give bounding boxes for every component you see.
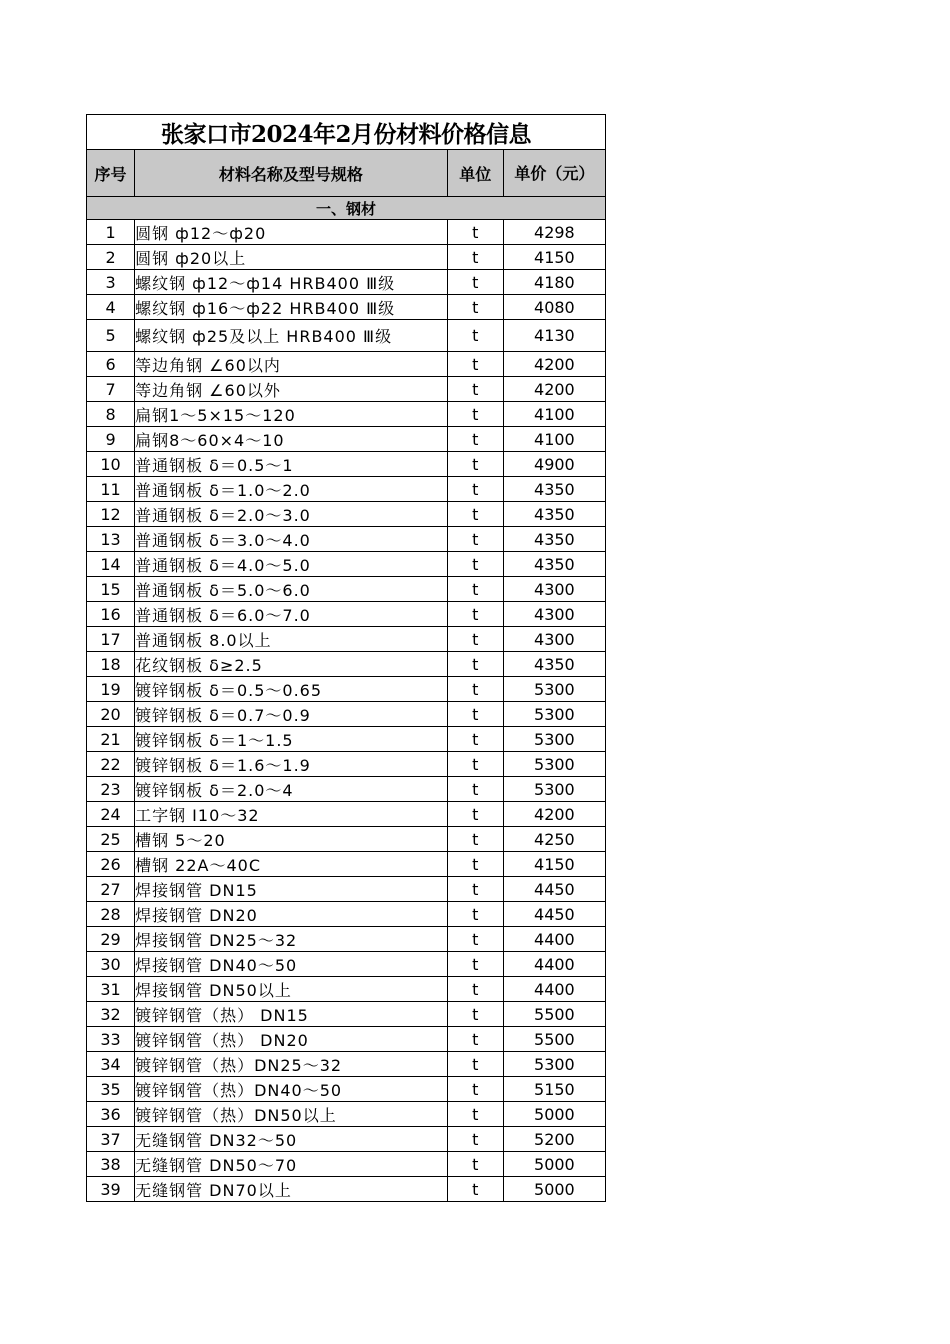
cell-name: 镀锌钢板 δ＝0.5～0.65 (135, 677, 448, 702)
cell-unit: t (447, 902, 503, 927)
cell-no: 36 (87, 1102, 135, 1127)
section-title: 一、钢材 (87, 197, 606, 220)
cell-price: 4350 (503, 477, 605, 502)
table-row (87, 245, 606, 270)
cell-name: 镀锌钢板 δ＝1～1.5 (135, 727, 448, 752)
cell-no: 22 (87, 752, 135, 777)
cell-price: 4300 (503, 602, 605, 627)
cell-name: 普通钢板 δ＝3.0～4.0 (135, 527, 448, 552)
table-row (87, 777, 606, 802)
cell-price: 5500 (503, 1027, 605, 1052)
cell-unit: t (447, 552, 503, 577)
cell-no: 21 (87, 727, 135, 752)
cell-unit: t (447, 702, 503, 727)
cell-name: 螺纹钢 ф12～ф14 HRB400 Ⅲ级 (135, 270, 448, 295)
cell-no: 31 (87, 977, 135, 1002)
cell-price: 5150 (503, 1077, 605, 1102)
cell-name: 镀锌钢管（热） DN15 (135, 1002, 448, 1027)
cell-price: 4180 (503, 270, 605, 295)
cell-name: 焊接钢管 DN20 (135, 902, 448, 927)
table-title: 张家口市2024年2月份材料价格信息 (87, 115, 606, 150)
cell-price: 4250 (503, 827, 605, 852)
cell-unit: t (447, 502, 503, 527)
cell-no: 9 (87, 427, 135, 452)
cell-unit: t (447, 1077, 503, 1102)
cell-no: 37 (87, 1127, 135, 1152)
cell-price: 4350 (503, 502, 605, 527)
table-row (87, 270, 606, 295)
cell-name: 扁钢8～60×4～10 (135, 427, 448, 452)
cell-price: 5300 (503, 752, 605, 777)
cell-name: 等边角钢 ∠60以内 (135, 352, 448, 377)
cell-no: 25 (87, 827, 135, 852)
cell-price: 4350 (503, 527, 605, 552)
table-row (87, 852, 606, 877)
cell-price: 4400 (503, 927, 605, 952)
cell-name: 无缝钢管 DN32～50 (135, 1127, 448, 1152)
table-row (87, 477, 606, 502)
cell-unit: t (447, 220, 503, 245)
cell-name: 普通钢板 δ＝4.0～5.0 (135, 552, 448, 577)
cell-unit: t (447, 1027, 503, 1052)
cell-price: 4450 (503, 902, 605, 927)
table-row (87, 377, 606, 402)
cell-unit: t (447, 352, 503, 377)
cell-no: 13 (87, 527, 135, 552)
cell-no: 19 (87, 677, 135, 702)
cell-unit: t (447, 827, 503, 852)
cell-name: 槽钢 5～20 (135, 827, 448, 852)
cell-price: 4200 (503, 802, 605, 827)
cell-price: 4298 (503, 220, 605, 245)
cell-no: 6 (87, 352, 135, 377)
table-row (87, 1027, 606, 1052)
cell-no: 4 (87, 295, 135, 320)
cell-unit: t (447, 1177, 503, 1202)
table-row (87, 602, 606, 627)
cell-name: 花纹钢板 δ≥2.5 (135, 652, 448, 677)
cell-price: 5000 (503, 1152, 605, 1177)
section-row (87, 197, 606, 220)
table-row (87, 1077, 606, 1102)
header-row (87, 150, 606, 197)
cell-unit: t (447, 1127, 503, 1152)
title-row (87, 115, 606, 150)
table-row (87, 677, 606, 702)
cell-name: 镀锌钢管（热）DN25～32 (135, 1052, 448, 1077)
cell-price: 5300 (503, 677, 605, 702)
cell-no: 12 (87, 502, 135, 527)
cell-name: 普通钢板 δ＝6.0～7.0 (135, 602, 448, 627)
table-row (87, 320, 606, 352)
cell-unit: t (447, 245, 503, 270)
cell-name: 普通钢板 δ＝5.0～6.0 (135, 577, 448, 602)
cell-name: 焊接钢管 DN15 (135, 877, 448, 902)
cell-no: 14 (87, 552, 135, 577)
cell-name: 槽钢 22A～40C (135, 852, 448, 877)
table-row (87, 652, 606, 677)
cell-unit: t (447, 777, 503, 802)
cell-no: 34 (87, 1052, 135, 1077)
cell-unit: t (447, 452, 503, 477)
table-row (87, 527, 606, 552)
cell-unit: t (447, 427, 503, 452)
cell-price: 4100 (503, 427, 605, 452)
cell-name: 等边角钢 ∠60以外 (135, 377, 448, 402)
cell-name: 焊接钢管 DN40～50 (135, 952, 448, 977)
cell-no: 3 (87, 270, 135, 295)
cell-unit: t (447, 627, 503, 652)
table-row (87, 952, 606, 977)
table-row (87, 727, 606, 752)
table-row (87, 752, 606, 777)
cell-name: 螺纹钢 ф16～ф22 HRB400 Ⅲ级 (135, 295, 448, 320)
cell-name: 螺纹钢 ф25及以上 HRB400 Ⅲ级 (135, 320, 448, 352)
cell-unit: t (447, 270, 503, 295)
cell-unit: t (447, 952, 503, 977)
cell-price: 5300 (503, 727, 605, 752)
table-row (87, 927, 606, 952)
cell-no: 2 (87, 245, 135, 270)
table-row (87, 1152, 606, 1177)
cell-price: 5000 (503, 1102, 605, 1127)
header-name: 材料名称及型号规格 (135, 150, 448, 197)
cell-price: 4100 (503, 402, 605, 427)
cell-unit: t (447, 477, 503, 502)
table-row (87, 827, 606, 852)
cell-no: 29 (87, 927, 135, 952)
cell-no: 16 (87, 602, 135, 627)
cell-name: 普通钢板 δ＝2.0～3.0 (135, 502, 448, 527)
cell-price: 5300 (503, 702, 605, 727)
cell-unit: t (447, 295, 503, 320)
cell-no: 39 (87, 1177, 135, 1202)
table-row (87, 427, 606, 452)
cell-unit: t (447, 802, 503, 827)
cell-no: 15 (87, 577, 135, 602)
cell-no: 32 (87, 1002, 135, 1027)
cell-unit: t (447, 927, 503, 952)
cell-price: 4300 (503, 577, 605, 602)
cell-price: 4200 (503, 377, 605, 402)
table-row (87, 220, 606, 245)
cell-price: 4300 (503, 627, 605, 652)
cell-no: 26 (87, 852, 135, 877)
table-row (87, 977, 606, 1002)
header-unit: 单位 (447, 150, 503, 197)
cell-no: 38 (87, 1152, 135, 1177)
table-row (87, 1002, 606, 1027)
cell-unit: t (447, 977, 503, 1002)
cell-price: 5300 (503, 777, 605, 802)
table-row (87, 802, 606, 827)
cell-unit: t (447, 527, 503, 552)
table-row (87, 452, 606, 477)
cell-price: 4350 (503, 652, 605, 677)
price-table (86, 114, 606, 1202)
cell-name: 无缝钢管 DN70以上 (135, 1177, 448, 1202)
cell-name: 镀锌钢管（热）DN50以上 (135, 1102, 448, 1127)
cell-price: 4080 (503, 295, 605, 320)
cell-no: 23 (87, 777, 135, 802)
cell-unit: t (447, 377, 503, 402)
cell-price: 4130 (503, 320, 605, 352)
cell-unit: t (447, 1102, 503, 1127)
cell-price: 5000 (503, 1177, 605, 1202)
cell-unit: t (447, 727, 503, 752)
cell-no: 17 (87, 627, 135, 652)
cell-no: 35 (87, 1077, 135, 1102)
cell-no: 27 (87, 877, 135, 902)
cell-no: 33 (87, 1027, 135, 1052)
cell-name: 镀锌钢管（热） DN20 (135, 1027, 448, 1052)
cell-price: 5200 (503, 1127, 605, 1152)
cell-no: 1 (87, 220, 135, 245)
cell-no: 30 (87, 952, 135, 977)
cell-unit: t (447, 1002, 503, 1027)
cell-unit: t (447, 652, 503, 677)
cell-name: 圆钢 ф12～ф20 (135, 220, 448, 245)
cell-name: 扁钢1～5×15～120 (135, 402, 448, 427)
cell-name: 工字钢 Ⅰ10～32 (135, 802, 448, 827)
cell-price: 4400 (503, 977, 605, 1002)
cell-no: 20 (87, 702, 135, 727)
cell-price: 4350 (503, 552, 605, 577)
cell-name: 镀锌钢板 δ＝1.6～1.9 (135, 752, 448, 777)
table-row (87, 352, 606, 377)
cell-unit: t (447, 577, 503, 602)
cell-price: 4150 (503, 852, 605, 877)
cell-name: 镀锌钢板 δ＝0.7～0.9 (135, 702, 448, 727)
cell-no: 8 (87, 402, 135, 427)
table-row (87, 1052, 606, 1077)
cell-no: 10 (87, 452, 135, 477)
table-row (87, 877, 606, 902)
table-row (87, 552, 606, 577)
table-row (87, 577, 606, 602)
cell-price: 4400 (503, 952, 605, 977)
cell-name: 焊接钢管 DN25～32 (135, 927, 448, 952)
cell-name: 圆钢 ф20以上 (135, 245, 448, 270)
cell-name: 镀锌钢板 δ＝2.0～4 (135, 777, 448, 802)
cell-unit: t (447, 402, 503, 427)
cell-no: 24 (87, 802, 135, 827)
table-row (87, 1127, 606, 1152)
cell-price: 4150 (503, 245, 605, 270)
cell-price: 4450 (503, 877, 605, 902)
cell-no: 28 (87, 902, 135, 927)
table-row (87, 1102, 606, 1127)
cell-unit: t (447, 602, 503, 627)
cell-unit: t (447, 877, 503, 902)
cell-no: 18 (87, 652, 135, 677)
table-row (87, 502, 606, 527)
cell-unit: t (447, 677, 503, 702)
cell-unit: t (447, 1152, 503, 1177)
cell-unit: t (447, 320, 503, 352)
cell-no: 11 (87, 477, 135, 502)
table-row (87, 295, 606, 320)
cell-name: 普通钢板 δ＝0.5～1 (135, 452, 448, 477)
table-row (87, 1177, 606, 1202)
cell-price: 5300 (503, 1052, 605, 1077)
cell-price: 4200 (503, 352, 605, 377)
cell-price: 4900 (503, 452, 605, 477)
header-price: 单价（元） (503, 150, 605, 197)
table-row (87, 402, 606, 427)
table-row (87, 702, 606, 727)
cell-no: 5 (87, 320, 135, 352)
table-row (87, 902, 606, 927)
header-no: 序号 (87, 150, 135, 197)
cell-unit: t (447, 1052, 503, 1077)
table-row (87, 627, 606, 652)
cell-name: 普通钢板 δ＝1.0～2.0 (135, 477, 448, 502)
cell-no: 7 (87, 377, 135, 402)
cell-name: 镀锌钢管（热）DN40～50 (135, 1077, 448, 1102)
cell-unit: t (447, 752, 503, 777)
cell-unit: t (447, 852, 503, 877)
cell-name: 普通钢板 8.0以上 (135, 627, 448, 652)
cell-name: 无缝钢管 DN50～70 (135, 1152, 448, 1177)
cell-price: 5500 (503, 1002, 605, 1027)
cell-name: 焊接钢管 DN50以上 (135, 977, 448, 1002)
